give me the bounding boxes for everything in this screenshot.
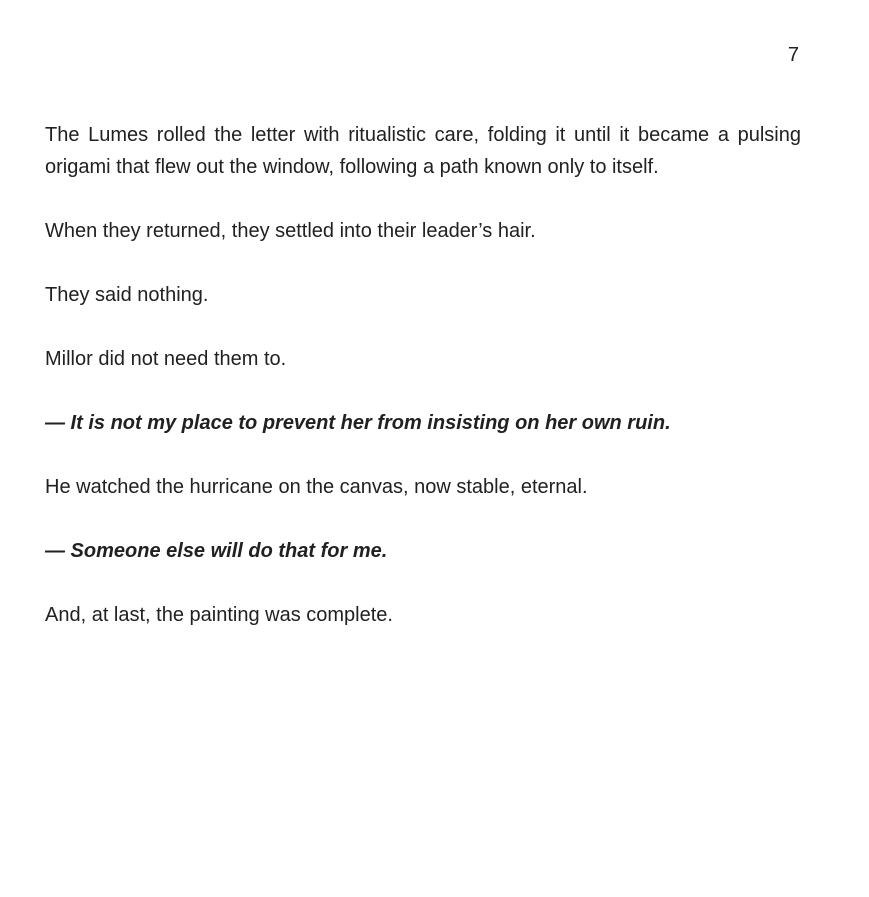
- page-number: 7: [787, 44, 799, 66]
- paragraph: When they returned, they settled into their leader’s hair.: [45, 220, 536, 242]
- page-content: [45, 119, 801, 631]
- paragraph: And, at last, the painting was complete.: [45, 604, 393, 626]
- paragraph: They said nothing.: [45, 284, 209, 306]
- paragraph: Millor did not need them to.: [45, 348, 287, 370]
- paragraph: He watched the hurricane on the canvas, now stable, eternal.: [45, 476, 588, 498]
- paragraph-dialogue: — It is not my place to prevent her from insisting on her own ruin.: [45, 412, 671, 434]
- paragraph-dialogue: — Someone else will do that for me.: [45, 540, 388, 562]
- paragraph: The Lumes rolled the letter with ritualistic care, folding it until it became a pulsing origami that flew out the window, following a path known only to itself.: [45, 124, 801, 178]
- document-page: [0, 39, 869, 897]
